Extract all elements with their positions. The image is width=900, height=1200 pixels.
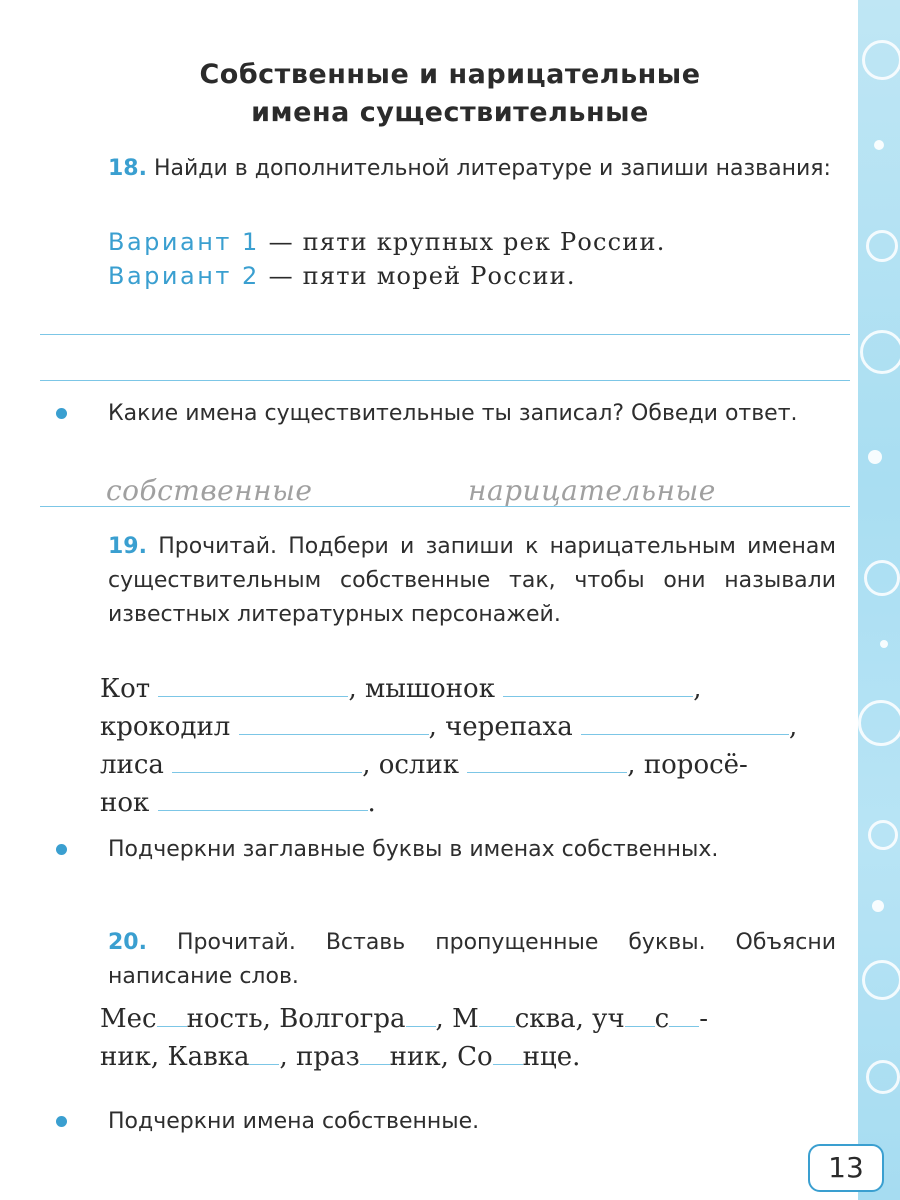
letter-gap[interactable]	[479, 1006, 515, 1027]
word-part: ,	[435, 1004, 444, 1034]
bullet-icon	[56, 408, 67, 419]
exercise-18-number: 18.	[108, 156, 147, 181]
blank-fox[interactable]	[172, 750, 362, 773]
answer-line-1[interactable]	[40, 334, 850, 335]
exercise-19-instruction: Прочитай. Подбери и запиши к нарицательным именам существительным собственные так, чтобы они называли известных литературных персонажей.	[108, 534, 836, 627]
blank-cat[interactable]	[158, 674, 348, 697]
word-part: Кавка	[167, 1042, 250, 1072]
option-common-nouns[interactable]: нарицательные	[468, 474, 716, 507]
blank-crocodile[interactable]	[239, 712, 429, 735]
exercise-18-question: Какие имена существительные ты записал? Обведи ответ.	[108, 401, 798, 426]
words-row-3: лиса , ослик , поросё-	[100, 750, 748, 780]
words20-row-2	[100, 1038, 840, 1076]
exercise-19-text	[108, 530, 836, 632]
answer-line-3	[40, 506, 850, 507]
word-piglet-part1: поросё-	[643, 750, 748, 780]
word-part: Волгогра	[279, 1004, 406, 1034]
word-fox: лиса	[100, 750, 164, 780]
word-part: ность,	[186, 1004, 271, 1034]
title-line-1: Собственные и нарицательные	[199, 59, 701, 90]
word-mouse: мышонок	[364, 674, 495, 704]
letter-gap[interactable]	[157, 1006, 187, 1027]
page-number: 13	[808, 1144, 884, 1192]
variant-1-text: — пяти крупных рек России.	[268, 228, 666, 256]
exercise-19-words	[100, 670, 840, 822]
exercise-18-instruction: Найди в дополнительной литературе и запиши названия:	[153, 156, 831, 181]
word-part: с	[654, 1004, 670, 1034]
word-part: уч	[592, 1004, 625, 1034]
title-line-2: имена существительные	[251, 97, 649, 128]
word-piglet-part2: нок	[100, 788, 150, 818]
blank-piglet[interactable]	[158, 788, 368, 811]
letter-gap[interactable]	[669, 1006, 699, 1027]
word-donkey: ослик	[378, 750, 460, 780]
decorative-flower-strip	[858, 0, 900, 1200]
blank-donkey[interactable]	[467, 750, 627, 773]
exercise-20-instruction: Прочитай. Вставь пропущенные буквы. Объясни написание слов.	[108, 930, 836, 989]
word-crocodile: крокодил	[100, 712, 231, 742]
letter-gap[interactable]	[406, 1006, 436, 1027]
exercise-19-number: 19.	[108, 534, 147, 559]
word-part: ник,	[100, 1042, 160, 1072]
word-part: Мес	[100, 1004, 157, 1034]
words-row-1: Кот , мышонок ,	[100, 674, 702, 704]
answer-line-2[interactable]	[40, 380, 850, 381]
word-cat: Кот	[100, 674, 151, 704]
words20-row-1	[100, 1000, 840, 1038]
exercise-19-task: Подчеркни заглавные буквы в именах собственных.	[108, 837, 719, 862]
blank-turtle[interactable]	[581, 712, 789, 735]
variant-1-label: Вариант 1	[108, 228, 260, 256]
letter-gap[interactable]	[249, 1044, 279, 1065]
bullet-icon	[56, 1116, 67, 1127]
letter-gap[interactable]	[493, 1044, 523, 1065]
word-part: праз	[296, 1042, 360, 1072]
word-part: нце.	[522, 1042, 581, 1072]
variant-2-label: Вариант 2	[108, 262, 260, 290]
words-row-4: нок .	[100, 788, 376, 818]
word-part: Со	[457, 1042, 493, 1072]
exercise-20-words	[100, 1000, 840, 1076]
bullet-icon	[56, 844, 67, 855]
blank-mouse[interactable]	[503, 674, 693, 697]
exercise-18-text	[108, 152, 836, 186]
exercise-20-text	[108, 926, 836, 994]
word-turtle: черепаха	[445, 712, 573, 742]
variant-2-text: — пяти морей России.	[268, 262, 576, 290]
word-part: ,	[279, 1042, 288, 1072]
letter-gap[interactable]	[625, 1006, 655, 1027]
word-part: М	[452, 1004, 479, 1034]
word-part: сква,	[514, 1004, 584, 1034]
variant-1	[108, 226, 666, 258]
exercise-20-number: 20.	[108, 930, 147, 955]
word-part: ник,	[389, 1042, 449, 1072]
words-row-2: крокодил , черепаха ,	[100, 712, 798, 742]
word-part: -	[699, 1004, 709, 1034]
page-title	[0, 56, 900, 132]
letter-gap[interactable]	[360, 1044, 390, 1065]
variant-2	[108, 260, 576, 292]
exercise-20-task: Подчеркни имена собственные.	[108, 1109, 480, 1134]
option-proper-nouns[interactable]: собственные	[106, 474, 313, 507]
